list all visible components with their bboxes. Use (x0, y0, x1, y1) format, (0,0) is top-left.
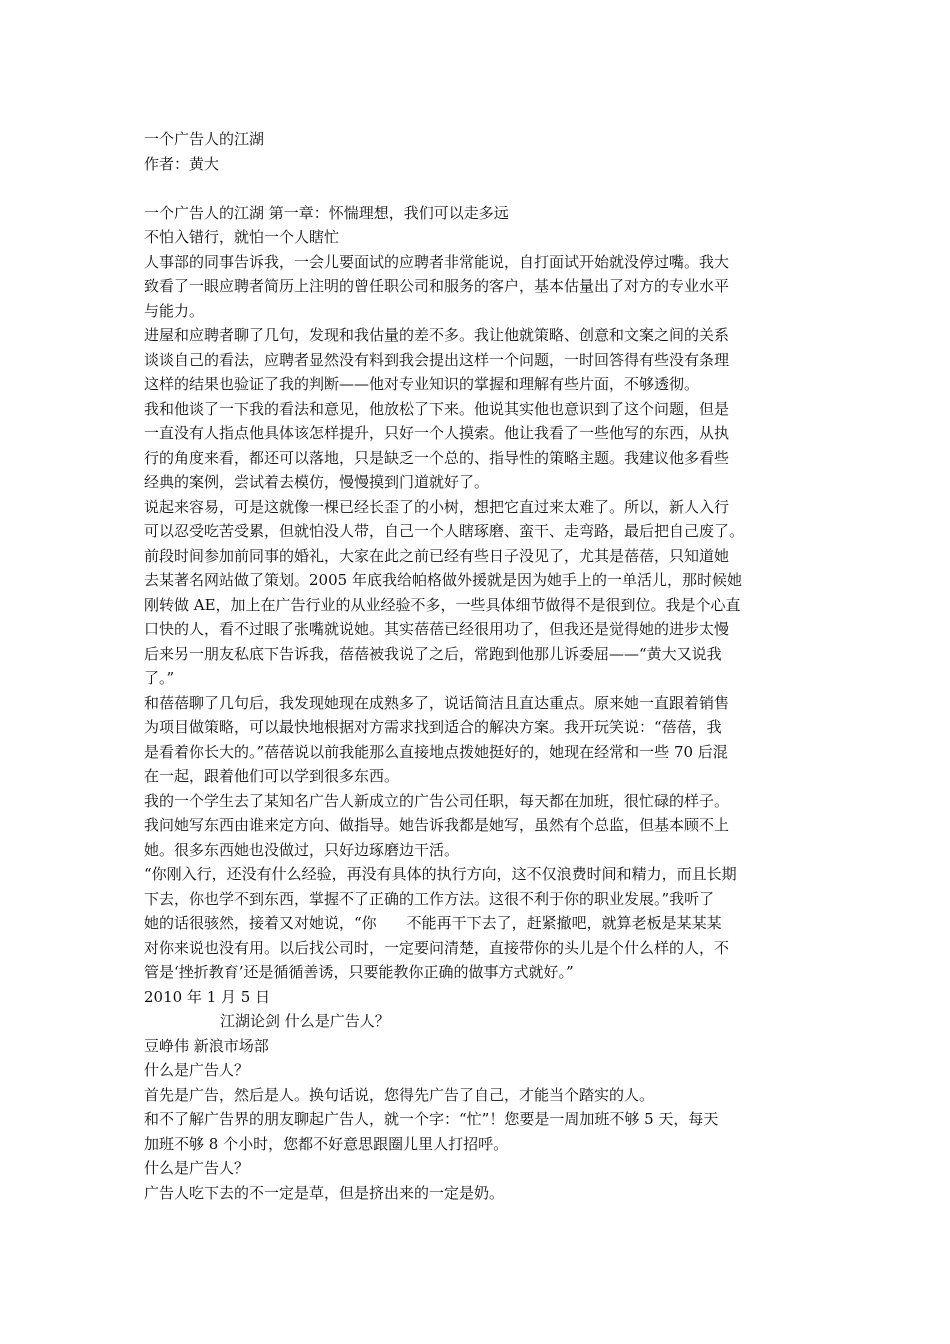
paragraph-4 (144, 495, 808, 544)
chapter-heading: 一个广告人的江湖 第一章：怀惴理想，我们可以走多远 (144, 203, 509, 222)
article2-heading: 江湖论剑 什么是广告人？ (220, 1012, 390, 1030)
paragraph-line: 可以忍受吃苦受累，但就怕没人带，自己一个人瞎琢磨、蛮干、走弯路，最后把自己废了。 (144, 522, 745, 540)
paragraph-line: 刚转做 AE，加上在广告行业的从业经验不多，一些具体细节做得不是很到位。我是个心直 (144, 595, 741, 614)
paragraph-line: 我的一个学生去了某知名广告人新成立的广告公司任职，每天都在加班，很忙碌的样子。 (144, 791, 730, 810)
paragraph-line: 为项目做策略，可以最快地根据对方需求找到适合的解决方案。我开玩笑说：“蓓蓓，我 (144, 718, 722, 736)
article2-paragraph-2 (144, 1107, 808, 1156)
article2-paragraph-1: 首先是广告，然后是人。换句话说，您得先广告了自己，才能当个踏实的人。 (144, 1085, 655, 1104)
paragraph-line: 管是‘挫折教育’还是循循善诱，只要能教你正确的做事方式就好。” (144, 963, 574, 981)
paragraph-line: “你刚入行，还没有什么经验，再没有具体的执行方向，这不仅浪费时间和精力，而且长期 (144, 865, 737, 883)
paragraph-line: 行的角度来看，都还可以落地，只是缺乏一个总的、指导性的策略主题。我建议他多看些 (144, 448, 730, 467)
paragraph-line: 人事部的同事告诉我，一会儿要面试的应聘者非常能说，自打面试开始就没停过嘴。我大 (144, 252, 730, 271)
paragraph-line: 说起来容易，可是这就像一棵已经长歪了的小树，想把它直过来太难了。所以，新人入行 (144, 497, 730, 516)
article2-paragraph-3: 广告人吃下去的不一定是草，但是挤出来的一定是奶。 (144, 1183, 505, 1202)
paragraph-line: 了。” (144, 669, 175, 687)
paragraph-line: 是看着你长大的。”蓓蓓说以前我能那么直接地点拨她挺好的，她现在经常和一些 70 后混 (144, 742, 728, 761)
document-title: 一个广告人的江湖 (144, 130, 265, 148)
paragraph-1 (144, 250, 808, 324)
paragraph-line: 对你来说也没有用。以后找公司时，一定要问清楚，直接带你的头儿是个什么样的人，不 (144, 938, 730, 957)
paragraph-8 (144, 862, 808, 985)
document-date: 2010 年 1 月 5 日 (144, 987, 271, 1006)
document-author: 作者：黄大 (144, 154, 220, 173)
paragraph-5 (144, 544, 808, 691)
paragraph-7 (144, 789, 808, 863)
article2-byline: 豆峥伟 新浪市场部 (144, 1036, 269, 1055)
paragraph-line: 和蓓蓓聊了几句后，我发现她现在成熟多了，说话简洁且直达重点。原来她一直跟着销售 (144, 693, 730, 712)
paragraph-line: 经典的案例，尝试着去模仿，慢慢摸到门道就好了。 (144, 473, 490, 491)
paragraph-line: 她的话很骇然，接着又对她说，“你 不能再干下去了，赶紧撤吧，就算老板是某某某 (144, 914, 722, 932)
paragraph-line: 进屋和应聘者聊了几句，发现和我估量的差不多。我让他就策略、创意和文案之间的关系 (144, 326, 730, 344)
paragraph-6 (144, 691, 808, 789)
paragraph-line: 一直没有人指点他具体该怎样提升，只好一个人摸索。他让我看了一些他写的东西，从执 (144, 424, 730, 442)
paragraph-line: 去某著名网站做了策划。2005 年底我给帕格做外援就是因为她手上的一单活儿，那时候她 (144, 571, 742, 589)
paragraph-line: 谈谈自己的看法，应聘者显然没有料到我会提出这样一个问题，一时回答得有些没有条理 (144, 350, 730, 369)
article2-question-2: 什么是广告人？ (144, 1159, 250, 1177)
article2-question-1: 什么是广告人？ (144, 1061, 250, 1079)
paragraph-3 (144, 397, 808, 495)
paragraph-line: 与能力。 (144, 301, 205, 320)
paragraph-line: 在一起，跟着他们可以学到很多东西。 (144, 767, 400, 785)
paragraph-line: 口快的人，看不过眼了张嘴就说她。其实蓓蓓已经很用功了，但我还是觉得她的进步太慢 (144, 620, 730, 638)
paragraph-line: 和不了解广告界的朋友聊起广告人，就一个字：“忙”！您要是一周加班不够 5 天，每天 (144, 1110, 719, 1128)
paragraph-line: 我问她写东西由谁来定方向、做指导。她告诉我都是她写，虽然有个总监，但基本顾不上 (144, 816, 730, 834)
paragraph-line: 致看了一眼应聘者简历上注明的曾任职公司和服务的客户，基本估量出了对方的专业水平 (144, 277, 730, 295)
paragraph-line: 她。很多东西她也没做过，只好边琢磨边干活。 (144, 840, 460, 859)
paragraph-line: 我和他谈了一下我的看法和意见，他放松了下来。他说其实他也意识到了这个问题，但是 (144, 399, 730, 418)
paragraph-line: 这样的结果也验证了我的判断——他对专业知识的掌握和理解有些片面，不够透彻。 (144, 375, 700, 393)
paragraph-2 (144, 323, 808, 397)
blank-line (144, 176, 808, 201)
document-body (144, 127, 808, 1205)
paragraph-line: 后来另一朋友私底下告诉我，蓓蓓被我说了之后，常跑到他那儿诉委屈——“黄大又说我 (144, 644, 722, 663)
paragraph-line: 下去，你也学不到东西，掌握不了正确的工作方法。这很不利于你的职业发展。”我听了 (144, 889, 715, 908)
paragraph-line: 加班不够 8 个小时，您都不好意思跟圈儿里人打招呼。 (144, 1134, 509, 1153)
section-heading: 不怕入错行，就怕一个人瞎忙 (144, 228, 340, 246)
paragraph-line: 前段时间参加前同事的婚礼，大家在此之前已经有些日子没见了，尤其是蓓蓓，只知道她 (144, 546, 730, 565)
